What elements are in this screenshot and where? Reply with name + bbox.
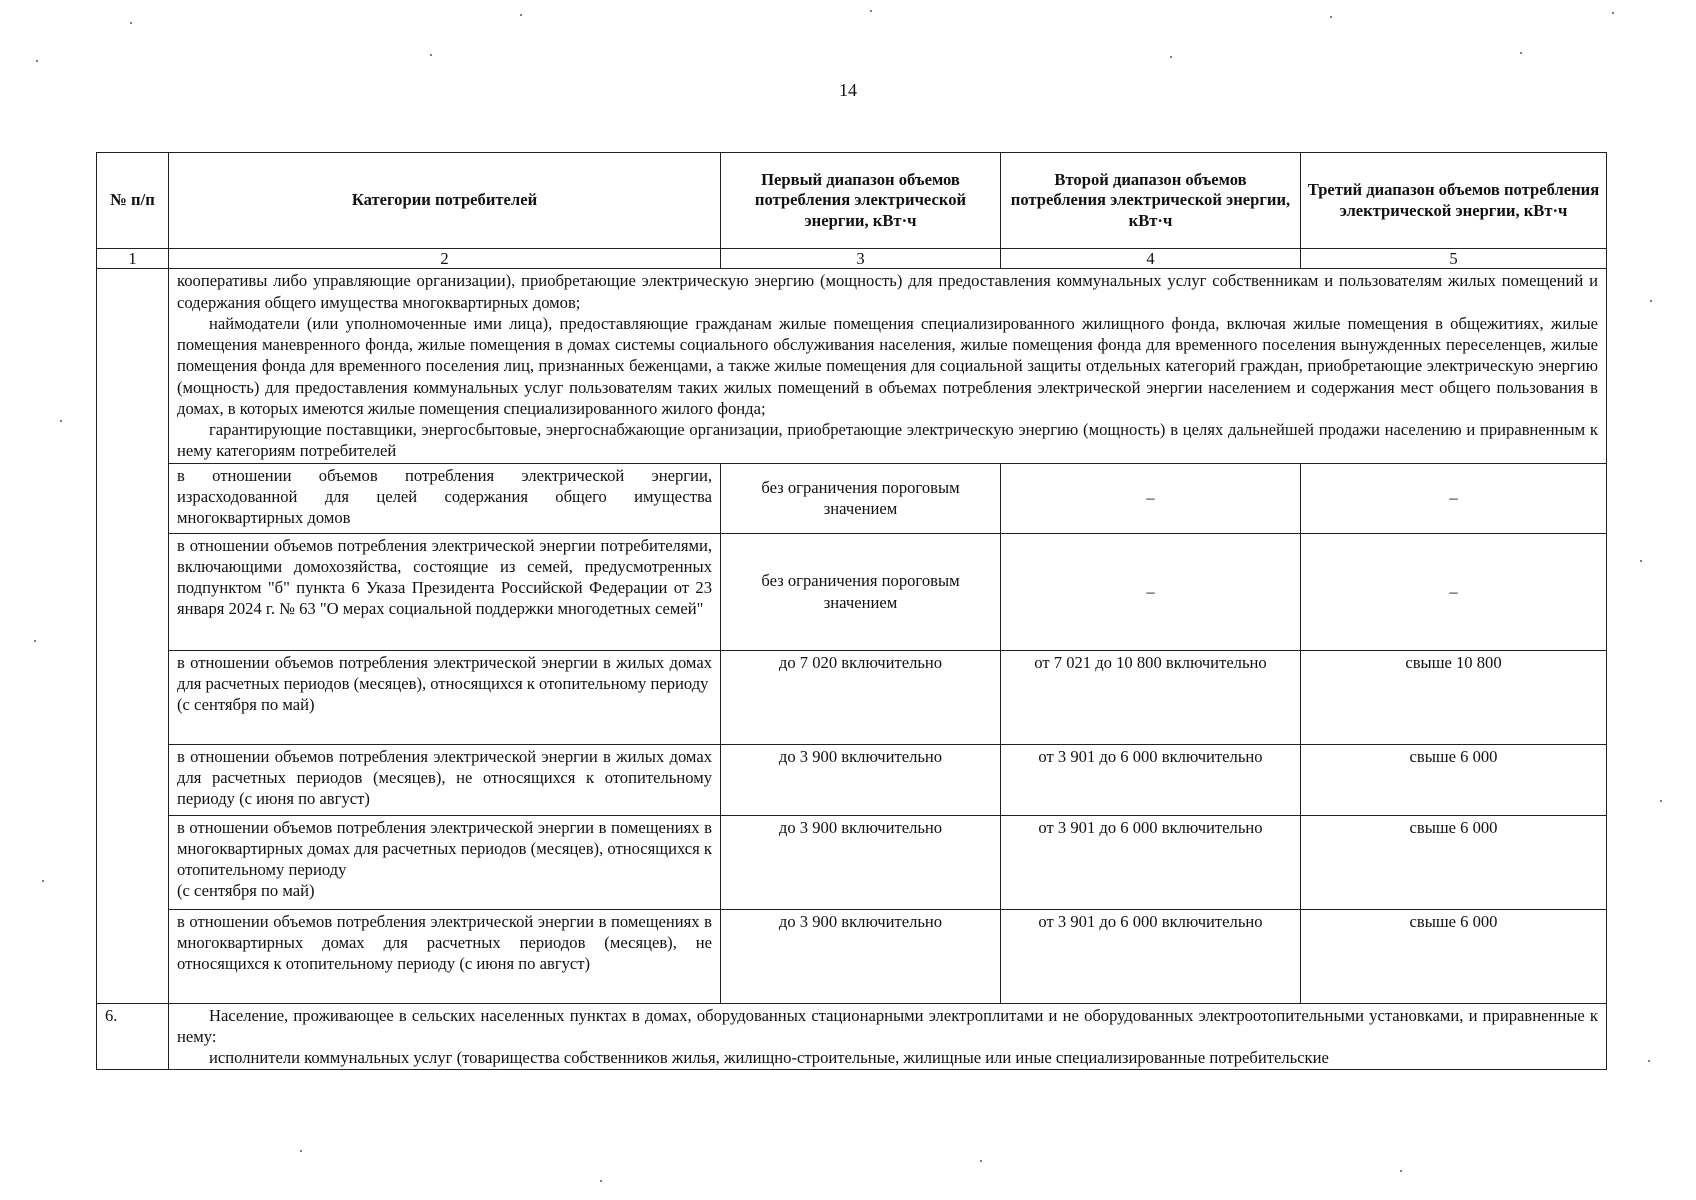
scan-speck (430, 54, 432, 56)
scan-speck (980, 1160, 982, 1162)
num-cell-empty (97, 269, 169, 1003)
intro-row (97, 269, 1607, 463)
section-6-row (97, 1003, 1607, 1070)
header-range-2: Второй диапазон объемов потребления электрической энергии, кВт·ч (1001, 153, 1301, 249)
intro-paragraph: кооперативы либо управляющие организации), приобретающие электрическую энергию (мощность) для предоставления коммунальных услуг собственникам и пользователям жилых помещений и содержания общего имущества многоквартирных домов; (177, 271, 1598, 312)
range-1-cell: до 3 900 включительно (721, 909, 1001, 1003)
range-2-cell: от 3 901 до 6 000 включительно (1001, 815, 1301, 909)
range-3-cell: свыше 6 000 (1301, 815, 1607, 909)
scan-speck (130, 22, 132, 24)
section-6-cell (169, 1003, 1607, 1070)
column-number: 5 (1301, 249, 1607, 269)
scan-speck (1330, 16, 1332, 18)
page-number: 14 (839, 80, 857, 100)
category-text: в отношении объемов потребления электрической энергии в помещениях в многоквартирных домах для расчетных периодов (месяцев), относящихся к отопительному периоду (177, 817, 712, 879)
range-1-cell: до 7 020 включительно (721, 650, 1001, 744)
header-range-3: Третий диапазон объемов потребления электрической энергии, кВт·ч (1301, 153, 1607, 249)
scan-speck (1640, 560, 1642, 562)
table-row (97, 815, 1607, 909)
range-2-cell: от 3 901 до 6 000 включительно (1001, 744, 1301, 815)
scan-speck (34, 640, 36, 642)
category-text: в отношении объемов потребления электрической энергии в жилых домах для расчетных периодов (месяцев), относящихся к отопительному периоду (177, 652, 712, 693)
category-period: (с сентября по май) (177, 881, 315, 901)
header-num: № п/п (97, 153, 169, 249)
range-1-cell: до 3 900 включительно (721, 815, 1001, 909)
column-number: 1 (97, 249, 169, 269)
range-2-cell: – (1001, 463, 1301, 533)
scan-speck (1660, 800, 1662, 802)
header-range-1: Первый диапазон объемов потребления электрической энергии, кВт·ч (721, 153, 1001, 249)
scan-speck (1648, 1060, 1650, 1062)
table-row (97, 650, 1607, 744)
row-number: 6. (97, 1003, 169, 1070)
range-1-cell: до 3 900 включительно (721, 744, 1001, 815)
intro-paragraph: наймодатели (или уполномоченные ими лица), предоставляющие гражданам жилые помещения специализированного жилищного фонда, включая жилые помещения в общежитиях, жилые помещения маневренного фонда, жилые помещения в домах системы социального обслуживания населения, жилые помещения фонда для временного поселения вынужденных переселенцев, жилые помещения фонда для временного поселения лиц, признанных беженцами, а также жилые помещения для социальной защиты отдельных категорий граждан, приобретающие электрическую энергию (мощность) для предоставления коммунальных услуг пользователям таких жилых помещений в объемах потребления электрической энергии населением и содержания мест общего пользования в домах, в которых имеются жилые помещения специализированного жилого фонда; (177, 313, 1598, 418)
scan-speck (1170, 56, 1172, 58)
category-cell: в отношении объемов потребления электрической энергии потребителями, включающими домохозяйства, состоящие из семей, предусмотренных подпунктом "б" пункта 6 Указа Президента Российской Федерации от 23 января 2024 г. № 63 "О мерах социальной поддержки многодетных семей" (169, 533, 721, 650)
scan-speck (1400, 1170, 1402, 1172)
tariff-table (96, 152, 1607, 1070)
header-row (97, 153, 1607, 249)
column-number: 2 (169, 249, 721, 269)
column-number-row (97, 249, 1607, 269)
scan-speck (1650, 300, 1652, 302)
category-cell (169, 815, 721, 909)
column-number: 4 (1001, 249, 1301, 269)
range-1-cell: без ограничения пороговым значением (721, 463, 1001, 533)
range-3-cell: свыше 6 000 (1301, 744, 1607, 815)
range-1-cell: без ограничения пороговым значением (721, 533, 1001, 650)
category-period: (с сентября по май) (177, 695, 315, 714)
scan-speck (520, 14, 522, 16)
header-category: Категории потребителей (169, 153, 721, 249)
scan-speck (1520, 52, 1522, 54)
column-number: 3 (721, 249, 1001, 269)
scan-speck (36, 60, 38, 62)
range-3-cell: свыше 10 800 (1301, 650, 1607, 744)
scan-speck (870, 10, 872, 12)
category-cell: в отношении объемов потребления электрической энергии в жилых домах для расчетных периодов (месяцев), не относящихся к отопительному периоду (с июня по август) (169, 744, 721, 815)
intro-paragraph: гарантирующие поставщики, энергосбытовые, энергоснабжающие организации, приобретающие электрическую энергию (мощность) в целях дальнейшей продажи населению и приравненным к нему категориям потребителей (177, 420, 1598, 461)
range-3-cell: – (1301, 533, 1607, 650)
intro-cell (169, 269, 1607, 463)
range-3-cell: свыше 6 000 (1301, 909, 1607, 1003)
scan-speck (600, 1180, 602, 1182)
category-cell (169, 650, 721, 744)
scan-speck (300, 1150, 302, 1152)
range-2-cell: – (1001, 533, 1301, 650)
range-3-cell: – (1301, 463, 1607, 533)
section-6-paragraph: Население, проживающее в сельских населенных пунктах в домах, оборудованных стационарными электроплитами и не оборудованных электроотопительными установками, и приравненные к нему: (177, 1005, 1598, 1046)
scan-speck (1612, 12, 1614, 14)
section-6-paragraph: исполнители коммунальных услуг (товарищества собственников жилья, жилищно-строительные, жилищные или иные специализированные потребительские (209, 1048, 1329, 1067)
table-row (97, 909, 1607, 1003)
scan-speck (60, 420, 62, 422)
category-cell: в отношении объемов потребления электрической энергии в помещениях в многоквартирных домах для расчетных периодов (месяцев), не относящихся к отопительному периоду (с июня по август) (169, 909, 721, 1003)
table-row (97, 533, 1607, 650)
category-cell: в отношении объемов потребления электрической энергии, израсходованной для целей содержания общего имущества многоквартирных домов (169, 463, 721, 533)
table-row (97, 744, 1607, 815)
range-2-cell: от 3 901 до 6 000 включительно (1001, 909, 1301, 1003)
table-row (97, 463, 1607, 533)
scan-speck (42, 880, 44, 882)
range-2-cell: от 7 021 до 10 800 включительно (1001, 650, 1301, 744)
